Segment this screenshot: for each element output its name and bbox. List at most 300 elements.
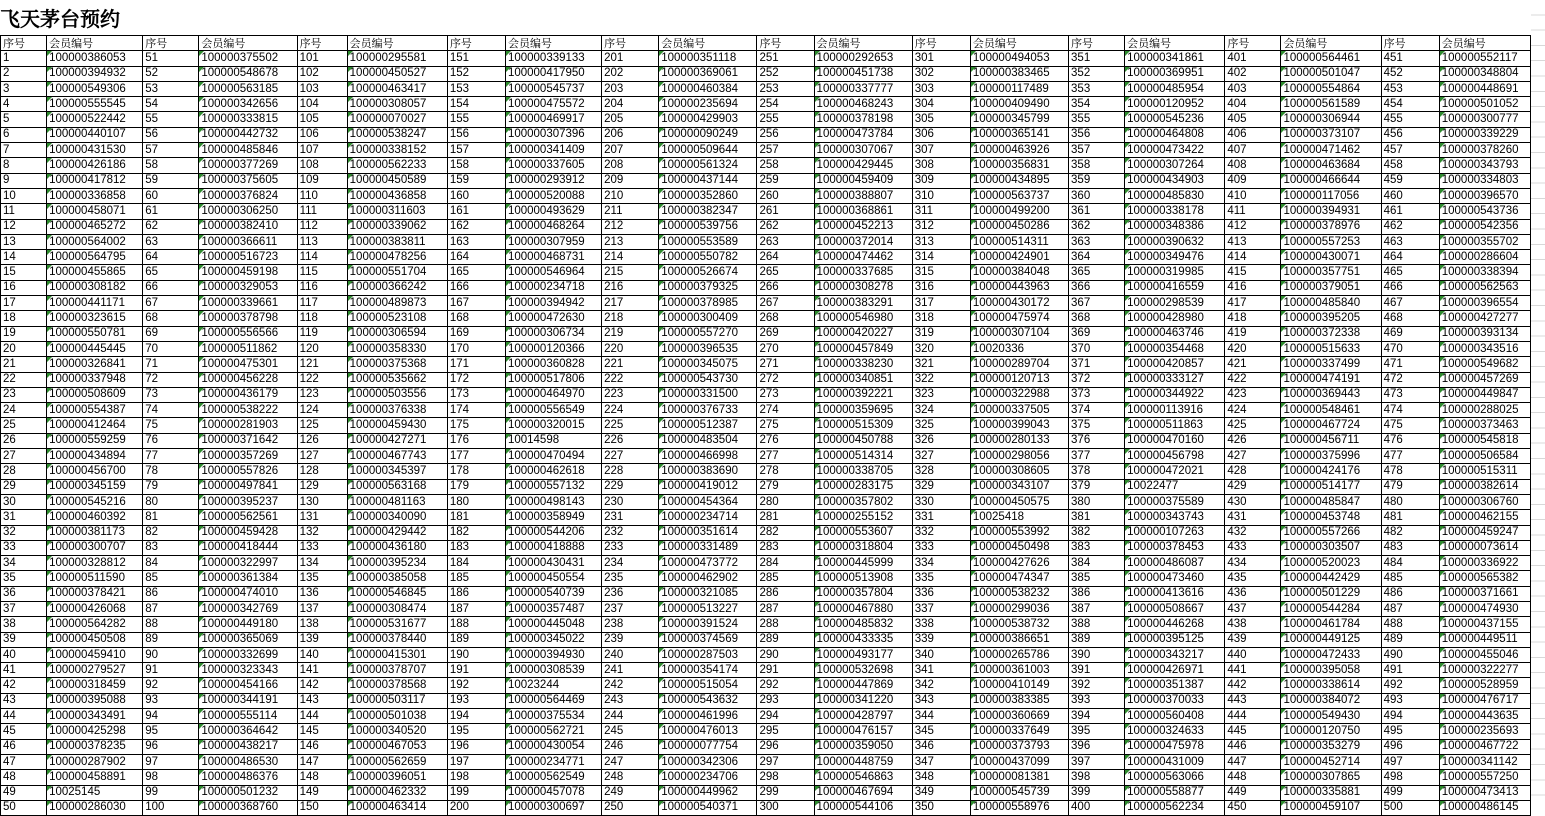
seq-cell[interactable]: 449 bbox=[1225, 785, 1281, 800]
seq-cell[interactable]: 330 bbox=[912, 494, 970, 509]
seq-cell[interactable]: 182 bbox=[447, 525, 505, 540]
seq-cell[interactable]: 177 bbox=[447, 449, 505, 464]
seq-cell[interactable]: 475 bbox=[1381, 418, 1439, 433]
seq-cell[interactable]: 440 bbox=[1225, 647, 1281, 662]
member-id-cell[interactable]: 100000564461 bbox=[1281, 51, 1381, 66]
seq-cell[interactable]: 375 bbox=[1069, 418, 1125, 433]
seq-cell[interactable]: 436 bbox=[1225, 586, 1281, 601]
seq-cell[interactable]: 417 bbox=[1225, 296, 1281, 311]
seq-cell[interactable]: 209 bbox=[602, 173, 659, 188]
member-id-cell[interactable]: 100000293912 bbox=[505, 173, 601, 188]
seq-cell[interactable]: 260 bbox=[757, 188, 814, 203]
member-id-cell[interactable]: 100000345075 bbox=[659, 357, 757, 372]
seq-cell[interactable]: 32 bbox=[1, 525, 47, 540]
member-id-cell[interactable]: 100000427277 bbox=[1439, 311, 1530, 326]
member-id-cell[interactable]: 100000474191 bbox=[1281, 372, 1381, 387]
seq-cell[interactable]: 40 bbox=[1, 647, 47, 662]
member-id-cell[interactable]: 100000457849 bbox=[814, 341, 912, 356]
seq-cell[interactable]: 13 bbox=[1, 234, 47, 249]
seq-cell[interactable]: 371 bbox=[1069, 357, 1125, 372]
member-id-cell[interactable]: 100000428980 bbox=[1125, 311, 1225, 326]
seq-cell[interactable]: 287 bbox=[757, 601, 814, 616]
seq-cell[interactable]: 236 bbox=[602, 586, 659, 601]
member-id-cell[interactable]: 100000497841 bbox=[199, 479, 297, 494]
seq-cell[interactable]: 383 bbox=[1069, 540, 1125, 555]
member-id-cell[interactable]: 100000544206 bbox=[505, 525, 601, 540]
member-id-cell[interactable]: 100000396051 bbox=[347, 770, 447, 785]
member-id-cell[interactable]: 100000322988 bbox=[970, 387, 1068, 402]
member-id-cell[interactable]: 100000336922 bbox=[1439, 556, 1530, 571]
member-id-cell[interactable]: 100000548678 bbox=[199, 66, 297, 81]
seq-cell[interactable]: 284 bbox=[757, 556, 814, 571]
member-id-cell[interactable]: 100000341409 bbox=[505, 143, 601, 158]
member-id-cell[interactable]: 100000538732 bbox=[970, 617, 1068, 632]
member-id-cell[interactable]: 100000338394 bbox=[1439, 265, 1530, 280]
member-id-cell[interactable]: 100000446268 bbox=[1125, 617, 1225, 632]
seq-cell[interactable]: 471 bbox=[1381, 357, 1439, 372]
member-id-cell[interactable]: 100000526674 bbox=[659, 265, 757, 280]
member-id-cell[interactable]: 100000562561 bbox=[199, 510, 297, 525]
member-id-cell[interactable]: 100000394942 bbox=[505, 296, 601, 311]
seq-cell[interactable]: 103 bbox=[297, 81, 347, 96]
seq-cell[interactable]: 433 bbox=[1225, 540, 1281, 555]
member-id-cell[interactable]: 100000113916 bbox=[1125, 403, 1225, 418]
seq-cell[interactable]: 468 bbox=[1381, 311, 1439, 326]
seq-cell[interactable]: 380 bbox=[1069, 494, 1125, 509]
member-id-cell[interactable]: 100000472021 bbox=[1125, 464, 1225, 479]
seq-cell[interactable]: 498 bbox=[1381, 770, 1439, 785]
seq-cell[interactable]: 455 bbox=[1381, 112, 1439, 127]
seq-cell[interactable]: 136 bbox=[297, 586, 347, 601]
seq-cell[interactable]: 445 bbox=[1225, 724, 1281, 739]
seq-cell[interactable]: 231 bbox=[602, 510, 659, 525]
seq-cell[interactable]: 435 bbox=[1225, 571, 1281, 586]
seq-cell[interactable]: 378 bbox=[1069, 464, 1125, 479]
member-id-cell[interactable]: 100000343793 bbox=[1439, 158, 1530, 173]
seq-cell[interactable]: 454 bbox=[1381, 97, 1439, 112]
member-id-cell[interactable]: 100000523108 bbox=[347, 311, 447, 326]
member-id-cell[interactable]: 100000429903 bbox=[659, 112, 757, 127]
seq-cell[interactable]: 489 bbox=[1381, 632, 1439, 647]
seq-cell[interactable]: 424 bbox=[1225, 403, 1281, 418]
seq-cell[interactable]: 28 bbox=[1, 464, 47, 479]
member-id-cell[interactable]: 100000376338 bbox=[347, 403, 447, 418]
seq-cell[interactable]: 224 bbox=[602, 403, 659, 418]
member-id-cell[interactable]: 100000514177 bbox=[1281, 479, 1381, 494]
seq-cell[interactable]: 361 bbox=[1069, 204, 1125, 219]
seq-cell[interactable]: 39 bbox=[1, 632, 47, 647]
seq-cell[interactable]: 416 bbox=[1225, 280, 1281, 295]
member-id-cell[interactable]: 100000352860 bbox=[659, 188, 757, 203]
member-id-cell[interactable]: 10025145 bbox=[47, 785, 143, 800]
member-id-cell[interactable]: 100000425298 bbox=[47, 724, 143, 739]
member-id-cell[interactable]: 100000542356 bbox=[1439, 219, 1530, 234]
seq-cell[interactable]: 104 bbox=[297, 97, 347, 112]
member-id-cell[interactable]: 100000235693 bbox=[1439, 724, 1530, 739]
member-id-cell[interactable]: 100000457269 bbox=[1439, 372, 1530, 387]
seq-cell[interactable]: 326 bbox=[912, 433, 970, 448]
member-id-cell[interactable]: 100000361384 bbox=[199, 571, 297, 586]
seq-cell[interactable]: 169 bbox=[447, 326, 505, 341]
seq-cell[interactable]: 382 bbox=[1069, 525, 1125, 540]
seq-cell[interactable]: 265 bbox=[757, 265, 814, 280]
seq-cell[interactable]: 333 bbox=[912, 540, 970, 555]
seq-cell[interactable]: 350 bbox=[912, 800, 970, 815]
seq-cell[interactable]: 3 bbox=[1, 81, 47, 96]
member-id-cell[interactable]: 100000528959 bbox=[1439, 678, 1530, 693]
member-id-cell[interactable]: 100000324633 bbox=[1125, 724, 1225, 739]
member-id-cell[interactable]: 100000378260 bbox=[1439, 143, 1530, 158]
member-id-cell[interactable]: 100000511863 bbox=[1125, 418, 1225, 433]
member-id-cell[interactable]: 100000338230 bbox=[814, 357, 912, 372]
seq-cell[interactable]: 400 bbox=[1069, 800, 1125, 815]
member-id-cell[interactable]: 100000548461 bbox=[1281, 403, 1381, 418]
seq-cell[interactable]: 200 bbox=[447, 800, 505, 815]
member-id-cell[interactable]: 100000369443 bbox=[1281, 387, 1381, 402]
seq-cell[interactable]: 282 bbox=[757, 525, 814, 540]
seq-cell[interactable]: 472 bbox=[1381, 372, 1439, 387]
seq-cell[interactable]: 303 bbox=[912, 81, 970, 96]
seq-cell[interactable]: 280 bbox=[757, 494, 814, 509]
seq-cell[interactable]: 295 bbox=[757, 724, 814, 739]
member-id-cell[interactable]: 100000486530 bbox=[199, 754, 297, 769]
member-id-cell[interactable]: 100000520088 bbox=[505, 188, 601, 203]
member-id-cell[interactable]: 100000345159 bbox=[47, 479, 143, 494]
seq-cell[interactable]: 168 bbox=[447, 311, 505, 326]
seq-cell[interactable]: 251 bbox=[757, 51, 814, 66]
member-id-cell[interactable]: 100000372338 bbox=[1281, 326, 1381, 341]
member-id-cell[interactable]: 100000376824 bbox=[199, 188, 297, 203]
member-id-cell[interactable]: 100000306760 bbox=[1439, 494, 1530, 509]
member-id-cell[interactable]: 100000459247 bbox=[1439, 525, 1530, 540]
seq-cell[interactable]: 249 bbox=[602, 785, 659, 800]
member-id-cell[interactable]: 100000354174 bbox=[659, 663, 757, 678]
member-id-cell[interactable]: 100000307067 bbox=[814, 143, 912, 158]
member-id-cell[interactable]: 100000326841 bbox=[47, 357, 143, 372]
header-seq[interactable]: 序号 bbox=[757, 36, 814, 51]
seq-cell[interactable]: 444 bbox=[1225, 709, 1281, 724]
member-id-cell[interactable]: 100000366242 bbox=[347, 280, 447, 295]
member-id-cell[interactable]: 100000348386 bbox=[1125, 219, 1225, 234]
member-id-cell[interactable]: 100000235694 bbox=[659, 97, 757, 112]
member-id-cell[interactable]: 100000555114 bbox=[199, 709, 297, 724]
member-id-cell[interactable]: 100000289704 bbox=[970, 357, 1068, 372]
seq-cell[interactable]: 112 bbox=[297, 219, 347, 234]
member-id-cell[interactable]: 100000468731 bbox=[505, 250, 601, 265]
member-id-cell[interactable]: 100000474347 bbox=[970, 571, 1068, 586]
member-id-cell[interactable]: 100000371661 bbox=[1439, 586, 1530, 601]
member-id-cell[interactable]: 100000377269 bbox=[199, 158, 297, 173]
seq-cell[interactable]: 390 bbox=[1069, 647, 1125, 662]
member-id-cell[interactable]: 100000303507 bbox=[1281, 540, 1381, 555]
header-member-id[interactable]: 会员编号 bbox=[659, 36, 757, 51]
member-id-cell[interactable]: 100000557270 bbox=[659, 326, 757, 341]
seq-cell[interactable]: 196 bbox=[447, 739, 505, 754]
seq-cell[interactable]: 80 bbox=[143, 494, 199, 509]
member-id-cell[interactable]: 100000308278 bbox=[814, 280, 912, 295]
seq-cell[interactable]: 286 bbox=[757, 586, 814, 601]
member-id-cell[interactable]: 100000478256 bbox=[347, 250, 447, 265]
seq-cell[interactable]: 376 bbox=[1069, 433, 1125, 448]
member-id-cell[interactable]: 100000395125 bbox=[1125, 632, 1225, 647]
seq-cell[interactable]: 143 bbox=[297, 693, 347, 708]
seq-cell[interactable]: 15 bbox=[1, 265, 47, 280]
seq-cell[interactable]: 467 bbox=[1381, 296, 1439, 311]
seq-cell[interactable]: 55 bbox=[143, 112, 199, 127]
member-id-cell[interactable]: 100000448759 bbox=[814, 754, 912, 769]
seq-cell[interactable]: 51 bbox=[143, 51, 199, 66]
seq-cell[interactable]: 387 bbox=[1069, 601, 1125, 616]
seq-cell[interactable]: 212 bbox=[602, 219, 659, 234]
member-id-cell[interactable]: 100000299036 bbox=[970, 601, 1068, 616]
member-id-cell[interactable]: 100000445445 bbox=[47, 341, 143, 356]
seq-cell[interactable]: 347 bbox=[912, 754, 970, 769]
seq-cell[interactable]: 395 bbox=[1069, 724, 1125, 739]
seq-cell[interactable]: 117 bbox=[297, 296, 347, 311]
seq-cell[interactable]: 344 bbox=[912, 709, 970, 724]
seq-cell[interactable]: 291 bbox=[757, 663, 814, 678]
member-id-cell[interactable]: 100000395205 bbox=[1281, 311, 1381, 326]
member-id-cell[interactable]: 100000415301 bbox=[347, 647, 447, 662]
seq-cell[interactable]: 266 bbox=[757, 280, 814, 295]
member-id-cell[interactable]: 10014598 bbox=[505, 433, 601, 448]
member-id-cell[interactable]: 100000107263 bbox=[1125, 525, 1225, 540]
seq-cell[interactable]: 125 bbox=[297, 418, 347, 433]
member-id-cell[interactable]: 100000430431 bbox=[505, 556, 601, 571]
header-seq[interactable]: 序号 bbox=[1069, 36, 1125, 51]
member-id-cell[interactable]: 100000344191 bbox=[199, 693, 297, 708]
member-id-cell[interactable]: 100000265786 bbox=[970, 647, 1068, 662]
member-id-cell[interactable]: 100000335881 bbox=[1281, 785, 1381, 800]
member-id-cell[interactable]: 100000311603 bbox=[347, 204, 447, 219]
member-id-cell[interactable]: 100000501052 bbox=[1439, 97, 1530, 112]
member-id-cell[interactable]: 100000090249 bbox=[659, 127, 757, 142]
seq-cell[interactable]: 491 bbox=[1381, 663, 1439, 678]
seq-cell[interactable]: 206 bbox=[602, 127, 659, 142]
member-id-cell[interactable]: 100000308182 bbox=[47, 280, 143, 295]
member-id-cell[interactable]: 100000450286 bbox=[970, 219, 1068, 234]
seq-cell[interactable]: 407 bbox=[1225, 143, 1281, 158]
seq-cell[interactable]: 219 bbox=[602, 326, 659, 341]
member-id-cell[interactable]: 100000396554 bbox=[1439, 296, 1530, 311]
seq-cell[interactable]: 466 bbox=[1381, 280, 1439, 295]
seq-cell[interactable]: 354 bbox=[1069, 97, 1125, 112]
member-id-cell[interactable]: 100000555545 bbox=[47, 97, 143, 112]
member-id-cell[interactable]: 100000393134 bbox=[1439, 326, 1530, 341]
seq-cell[interactable]: 45 bbox=[1, 724, 47, 739]
seq-cell[interactable]: 19 bbox=[1, 326, 47, 341]
member-id-cell[interactable]: 100000501229 bbox=[1281, 586, 1381, 601]
seq-cell[interactable]: 237 bbox=[602, 601, 659, 616]
member-id-cell[interactable]: 100000300707 bbox=[47, 540, 143, 555]
member-id-cell[interactable]: 100000370033 bbox=[1125, 693, 1225, 708]
member-id-cell[interactable]: 100000070027 bbox=[347, 112, 447, 127]
seq-cell[interactable]: 216 bbox=[602, 280, 659, 295]
seq-cell[interactable]: 334 bbox=[912, 556, 970, 571]
member-id-cell[interactable]: 100000364642 bbox=[199, 724, 297, 739]
member-id-cell[interactable]: 100000374569 bbox=[659, 632, 757, 647]
member-id-cell[interactable]: 100000426068 bbox=[47, 601, 143, 616]
seq-cell[interactable]: 49 bbox=[1, 785, 47, 800]
seq-cell[interactable]: 226 bbox=[602, 433, 659, 448]
seq-cell[interactable]: 99 bbox=[143, 785, 199, 800]
member-id-cell[interactable]: 100000436179 bbox=[199, 387, 297, 402]
member-id-cell[interactable]: 100000384072 bbox=[1281, 693, 1381, 708]
seq-cell[interactable]: 100 bbox=[143, 800, 199, 815]
seq-cell[interactable]: 73 bbox=[143, 387, 199, 402]
seq-cell[interactable]: 121 bbox=[297, 357, 347, 372]
seq-cell[interactable]: 109 bbox=[297, 173, 347, 188]
member-id-cell[interactable]: 100000378235 bbox=[47, 739, 143, 754]
seq-cell[interactable]: 413 bbox=[1225, 234, 1281, 249]
member-id-cell[interactable]: 100000461784 bbox=[1281, 617, 1381, 632]
member-id-cell[interactable]: 100000503556 bbox=[347, 387, 447, 402]
member-id-cell[interactable]: 100000373463 bbox=[1439, 418, 1530, 433]
member-id-cell[interactable]: 100000337605 bbox=[505, 158, 601, 173]
member-id-cell[interactable]: 100000493177 bbox=[814, 647, 912, 662]
seq-cell[interactable]: 322 bbox=[912, 372, 970, 387]
seq-cell[interactable]: 412 bbox=[1225, 219, 1281, 234]
header-seq[interactable]: 序号 bbox=[1, 36, 47, 51]
member-id-cell[interactable]: 100000471462 bbox=[1281, 143, 1381, 158]
member-id-cell[interactable]: 100000373793 bbox=[970, 739, 1068, 754]
member-id-cell[interactable]: 100000506584 bbox=[1439, 449, 1530, 464]
seq-cell[interactable]: 356 bbox=[1069, 127, 1125, 142]
member-id-cell[interactable]: 100000365141 bbox=[970, 127, 1068, 142]
seq-cell[interactable]: 370 bbox=[1069, 341, 1125, 356]
member-id-cell[interactable]: 100000449847 bbox=[1439, 387, 1530, 402]
member-id-cell[interactable]: 100000344922 bbox=[1125, 387, 1225, 402]
seq-cell[interactable]: 276 bbox=[757, 433, 814, 448]
seq-cell[interactable]: 465 bbox=[1381, 265, 1439, 280]
seq-cell[interactable]: 61 bbox=[143, 204, 199, 219]
member-id-cell[interactable]: 100000292653 bbox=[814, 51, 912, 66]
seq-cell[interactable]: 285 bbox=[757, 571, 814, 586]
member-id-cell[interactable]: 10020336 bbox=[970, 341, 1068, 356]
header-member-id[interactable]: 会员编号 bbox=[199, 36, 297, 51]
member-id-cell[interactable]: 100000459410 bbox=[47, 647, 143, 662]
member-id-cell[interactable]: 100000369061 bbox=[659, 66, 757, 81]
seq-cell[interactable]: 214 bbox=[602, 250, 659, 265]
member-id-cell[interactable]: 100000434903 bbox=[1125, 173, 1225, 188]
member-id-cell[interactable]: 100000499200 bbox=[970, 204, 1068, 219]
member-id-cell[interactable]: 100000513227 bbox=[659, 601, 757, 616]
seq-cell[interactable]: 147 bbox=[297, 754, 347, 769]
header-member-id[interactable]: 会员编号 bbox=[505, 36, 601, 51]
seq-cell[interactable]: 64 bbox=[143, 250, 199, 265]
seq-cell[interactable]: 205 bbox=[602, 112, 659, 127]
member-id-cell[interactable]: 100000552117 bbox=[1439, 51, 1530, 66]
seq-cell[interactable]: 114 bbox=[297, 250, 347, 265]
member-id-cell[interactable]: 100000300777 bbox=[1439, 112, 1530, 127]
seq-cell[interactable]: 207 bbox=[602, 143, 659, 158]
member-id-cell[interactable]: 100000472630 bbox=[505, 311, 601, 326]
seq-cell[interactable]: 310 bbox=[912, 188, 970, 203]
member-id-cell[interactable]: 100000343491 bbox=[47, 709, 143, 724]
member-id-cell[interactable]: 100000343743 bbox=[1125, 510, 1225, 525]
seq-cell[interactable]: 308 bbox=[912, 158, 970, 173]
seq-cell[interactable]: 355 bbox=[1069, 112, 1125, 127]
member-id-cell[interactable]: 100000522442 bbox=[47, 112, 143, 127]
member-id-cell[interactable]: 100000339229 bbox=[1439, 127, 1530, 142]
member-id-cell[interactable]: 100000386053 bbox=[47, 51, 143, 66]
member-id-cell[interactable]: 100000558976 bbox=[970, 800, 1068, 815]
seq-cell[interactable]: 352 bbox=[1069, 66, 1125, 81]
seq-cell[interactable]: 146 bbox=[297, 739, 347, 754]
member-id-cell[interactable]: 100000378798 bbox=[199, 311, 297, 326]
seq-cell[interactable]: 68 bbox=[143, 311, 199, 326]
seq-cell[interactable]: 170 bbox=[447, 341, 505, 356]
header-seq[interactable]: 序号 bbox=[602, 36, 659, 51]
member-id-cell[interactable]: 100000333815 bbox=[199, 112, 297, 127]
member-id-cell[interactable]: 100000345397 bbox=[347, 464, 447, 479]
seq-cell[interactable]: 43 bbox=[1, 693, 47, 708]
member-id-cell[interactable]: 100000473772 bbox=[659, 556, 757, 571]
seq-cell[interactable]: 315 bbox=[912, 265, 970, 280]
seq-cell[interactable]: 142 bbox=[297, 678, 347, 693]
member-id-cell[interactable]: 100000466998 bbox=[659, 449, 757, 464]
member-id-cell[interactable]: 100000556566 bbox=[199, 326, 297, 341]
seq-cell[interactable]: 116 bbox=[297, 280, 347, 295]
member-id-cell[interactable]: 100000081381 bbox=[970, 770, 1068, 785]
member-id-cell[interactable]: 100000287503 bbox=[659, 647, 757, 662]
member-id-cell[interactable]: 100000473784 bbox=[814, 127, 912, 142]
member-id-cell[interactable]: 100000288025 bbox=[1439, 403, 1530, 418]
seq-cell[interactable]: 422 bbox=[1225, 372, 1281, 387]
seq-cell[interactable]: 111 bbox=[297, 204, 347, 219]
member-id-cell[interactable]: 100000073614 bbox=[1439, 540, 1530, 555]
seq-cell[interactable]: 317 bbox=[912, 296, 970, 311]
member-id-cell[interactable]: 100000562721 bbox=[505, 724, 601, 739]
member-id-cell[interactable]: 100000443635 bbox=[1439, 709, 1530, 724]
member-id-cell[interactable]: 100000560408 bbox=[1125, 709, 1225, 724]
seq-cell[interactable]: 215 bbox=[602, 265, 659, 280]
header-member-id[interactable]: 会员编号 bbox=[1281, 36, 1381, 51]
member-id-cell[interactable]: 100000459409 bbox=[814, 173, 912, 188]
member-id-cell[interactable]: 100000378985 bbox=[659, 296, 757, 311]
member-id-cell[interactable]: 100000388807 bbox=[814, 188, 912, 203]
seq-cell[interactable]: 230 bbox=[602, 494, 659, 509]
seq-cell[interactable]: 47 bbox=[1, 754, 47, 769]
member-id-cell[interactable]: 100000320015 bbox=[505, 418, 601, 433]
member-id-cell[interactable]: 100000475301 bbox=[199, 357, 297, 372]
seq-cell[interactable]: 273 bbox=[757, 387, 814, 402]
seq-cell[interactable]: 174 bbox=[447, 403, 505, 418]
member-id-cell[interactable]: 100000431530 bbox=[47, 143, 143, 158]
seq-cell[interactable]: 261 bbox=[757, 204, 814, 219]
seq-cell[interactable]: 108 bbox=[297, 158, 347, 173]
seq-cell[interactable]: 199 bbox=[447, 785, 505, 800]
member-id-cell[interactable]: 100000383385 bbox=[970, 693, 1068, 708]
seq-cell[interactable]: 4 bbox=[1, 97, 47, 112]
seq-cell[interactable]: 289 bbox=[757, 632, 814, 647]
seq-cell[interactable]: 311 bbox=[912, 204, 970, 219]
seq-cell[interactable]: 406 bbox=[1225, 127, 1281, 142]
seq-cell[interactable]: 130 bbox=[297, 494, 347, 509]
member-id-cell[interactable]: 100000434895 bbox=[970, 173, 1068, 188]
seq-cell[interactable]: 144 bbox=[297, 709, 347, 724]
seq-cell[interactable]: 336 bbox=[912, 586, 970, 601]
member-id-cell[interactable]: 100000412464 bbox=[47, 418, 143, 433]
seq-cell[interactable]: 477 bbox=[1381, 449, 1439, 464]
member-id-cell[interactable]: 100000494053 bbox=[970, 51, 1068, 66]
member-id-cell[interactable]: 100000486145 bbox=[1439, 800, 1530, 815]
seq-cell[interactable]: 194 bbox=[447, 709, 505, 724]
seq-cell[interactable]: 151 bbox=[447, 51, 505, 66]
seq-cell[interactable]: 77 bbox=[143, 449, 199, 464]
seq-cell[interactable]: 363 bbox=[1069, 234, 1125, 249]
seq-cell[interactable]: 267 bbox=[757, 296, 814, 311]
